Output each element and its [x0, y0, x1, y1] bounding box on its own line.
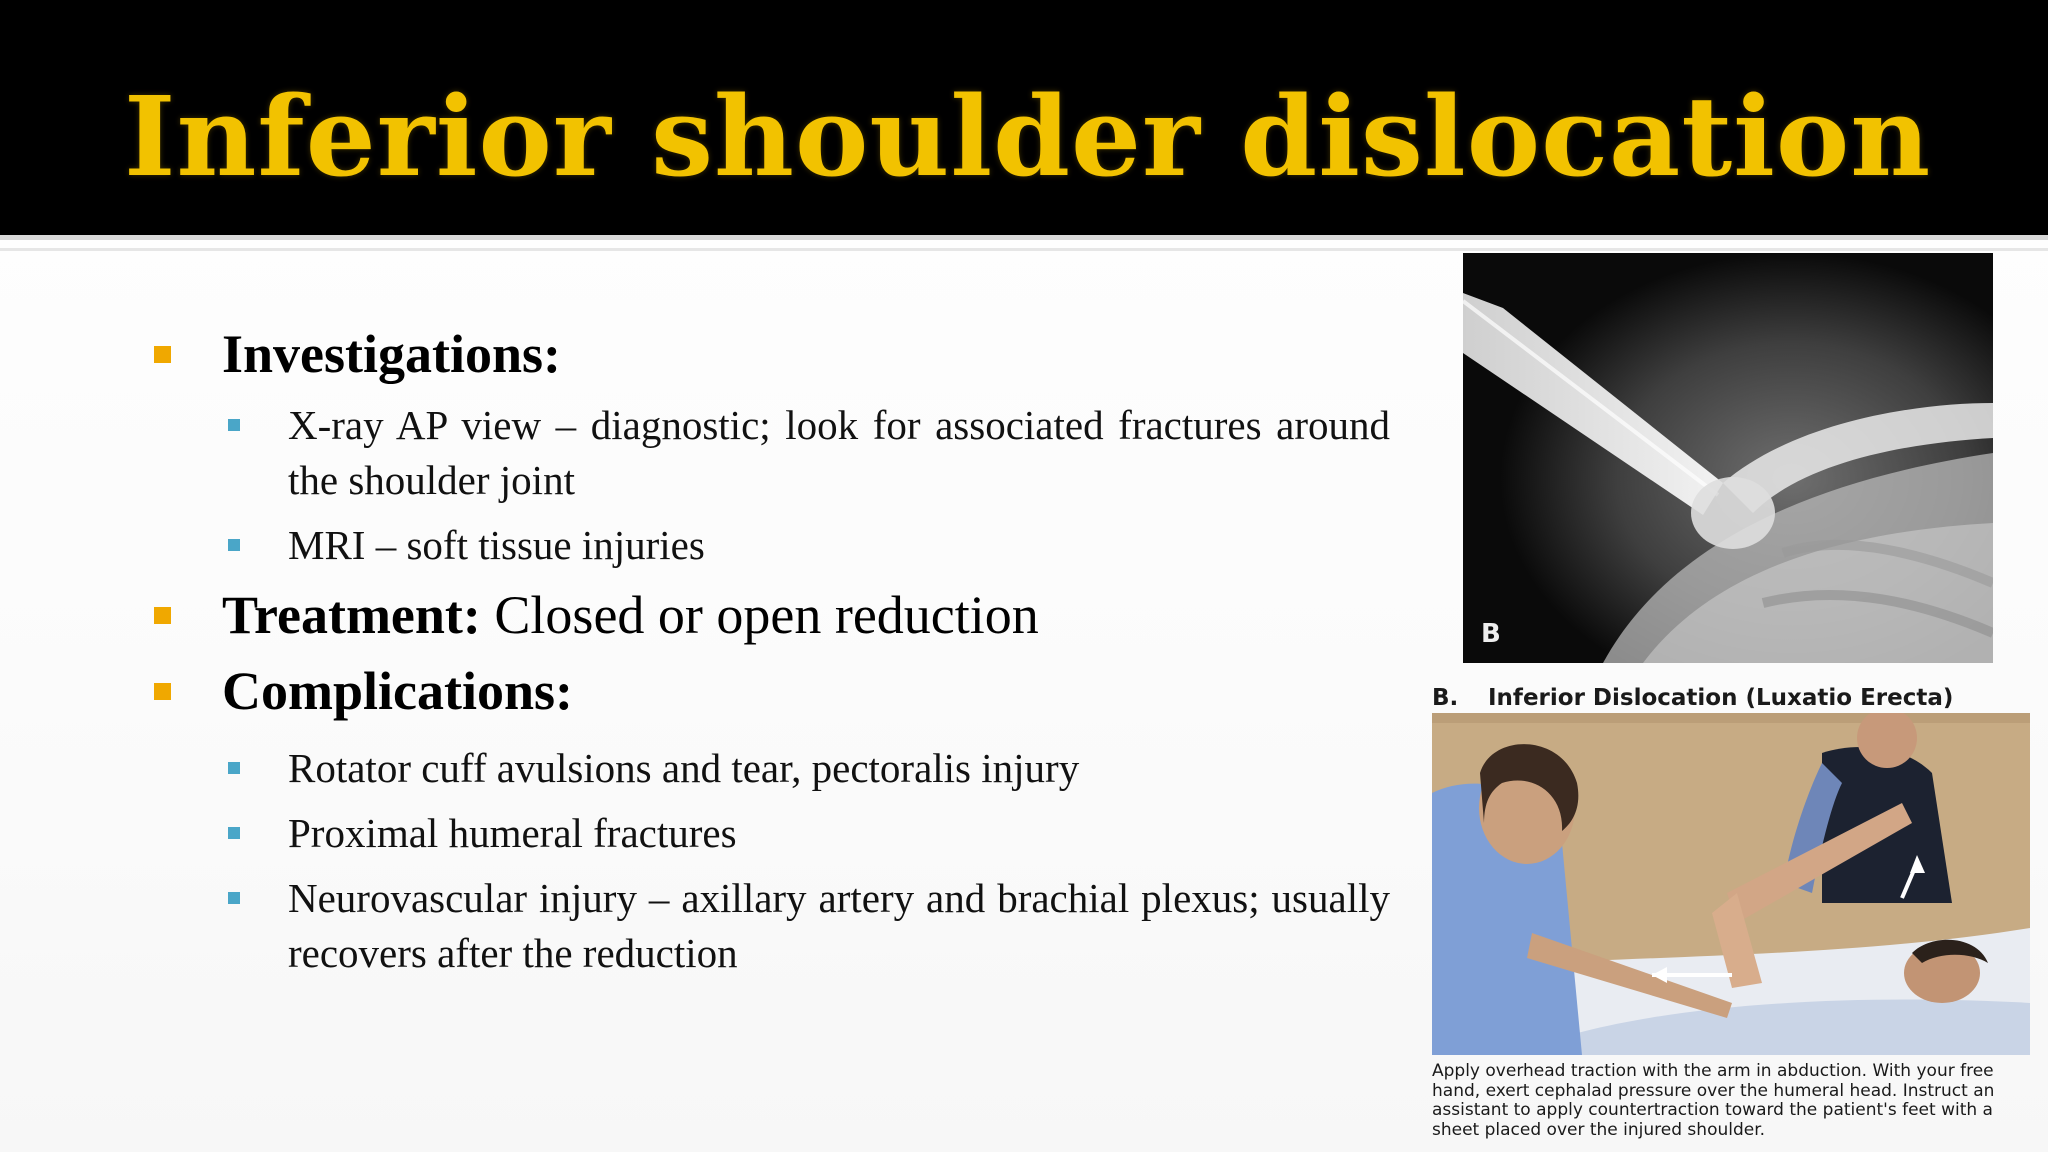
- square-bullet-icon: [154, 683, 171, 700]
- slide-title: Inferior shoulder dislocation: [124, 72, 1932, 201]
- figure-title-text: Inferior Dislocation (Luxatio Erecta): [1488, 685, 1954, 711]
- figure-title: [1432, 683, 1953, 713]
- bullet-treatment: [150, 581, 1390, 649]
- subbullet-text: MRI – soft tissue injuries: [288, 522, 705, 568]
- subbullet-humeral-fractures: [150, 806, 1390, 861]
- subbullet-text: Rotator cuff avulsions and tear, pectoralis injury: [288, 745, 1080, 791]
- title-bar-rule: [0, 235, 2048, 240]
- bullet-text: Closed or open reduction: [480, 585, 1039, 645]
- figure-letter: B.: [1432, 685, 1459, 711]
- reduction-illustration: [1432, 713, 2030, 1055]
- bullet-list: [150, 320, 1390, 981]
- divider-line: [0, 248, 2048, 251]
- bullet-heading: Complications:: [222, 661, 573, 721]
- bullet-heading: Treatment:: [222, 585, 481, 645]
- figure-caption: Apply overhead traction with the arm in abduction. With your free hand, exert cephalad pressure over the humeral head. Instruct an assistant to apply countertraction toward the patient's feet with a sheet placed over the injured shoulder.: [1432, 1061, 1995, 1140]
- subbullet-rotator-cuff: [150, 741, 1390, 796]
- square-bullet-icon: [154, 607, 171, 624]
- square-bullet-icon: [228, 762, 240, 774]
- square-bullet-icon: [154, 346, 171, 363]
- reduction-photo: [1432, 713, 2030, 1055]
- title-bar: [0, 0, 2048, 240]
- subbullet-xray: [150, 398, 1390, 508]
- square-bullet-icon: [228, 892, 240, 904]
- bullet-complications: [150, 657, 1390, 725]
- subbullet-text: Proximal humeral fractures: [288, 810, 737, 856]
- square-bullet-icon: [228, 827, 240, 839]
- xray-label: B: [1481, 619, 1501, 649]
- bullet-heading: Investigations:: [222, 324, 562, 384]
- square-bullet-icon: [228, 419, 240, 431]
- subbullet-mri: [150, 518, 1390, 573]
- subbullet-text: X-ray AP view – diagnostic; look for associated fractures around the shoulder joint: [288, 402, 1390, 503]
- subbullet-neurovascular: [150, 871, 1390, 981]
- xray-drawing: [1463, 253, 1993, 663]
- subbullet-text: Neurovascular injury – axillary artery and brachial plexus; usually recovers after the reduction: [288, 875, 1390, 976]
- xray-image: [1463, 253, 1993, 663]
- square-bullet-icon: [228, 539, 240, 551]
- bullet-investigations: [150, 320, 1390, 388]
